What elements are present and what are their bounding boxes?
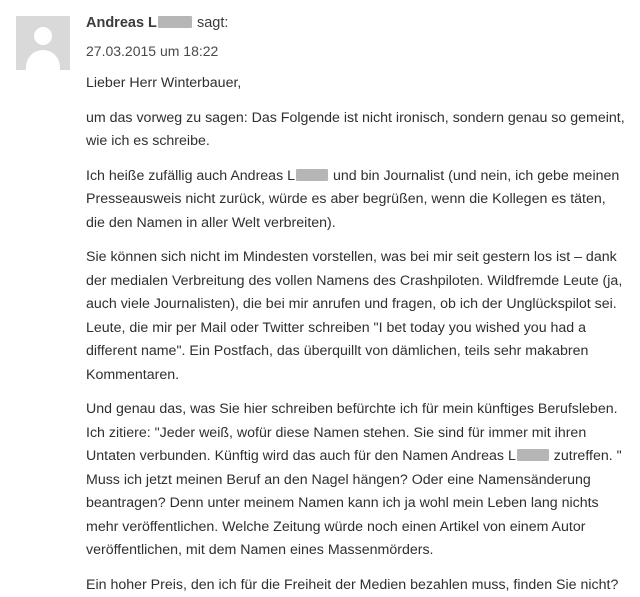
redaction-bar xyxy=(158,16,192,28)
comment-paragraph: um das vorweg zu sagen: Das Folgende ist nicht ironisch, sondern genau so gemeint, wie ich es schreibe. xyxy=(86,107,626,154)
comment-says-label: sagt: xyxy=(197,15,228,31)
comment-paragraph: Ich heiße zufällig auch Andreas L und bin Journalist (und nein, ich gebe meinen Presseausweis nicht zurück, würde es aber begrüßen, wenn die Kollegen es täten, die den Namen in aller Welt verbreiten). xyxy=(86,165,626,236)
avatar xyxy=(16,16,70,70)
comment-author-name: Andreas L xyxy=(86,15,157,31)
redaction-bar xyxy=(517,449,549,461)
comment-timestamp: 27.03.2015 um 18:22 xyxy=(86,42,626,60)
comment-paragraph: Sie können sich nicht im Mindesten vorstellen, was bei mir seit gestern los ist – dank der medialen Verbreitung des vollen Namens des Crashpiloten. Wildfremde Leute (ja, auch viele Journalisten), die bei mir anrufen und fragen, ob ich der Unglückspilot sei. Leute, die mir per Mail oder Twitter schreiben "I bet today you wished you had a different name". Ein Postfach, das überquillt von dämlichen, teils sehr makabren Kommentaren. xyxy=(86,246,626,387)
comment-content xyxy=(86,14,626,597)
comment-paragraph: Ein hoher Preis, den ich für die Freiheit der Medien bezahlen muss, finden Sie nicht? xyxy=(86,574,626,597)
redaction-bar xyxy=(296,169,328,181)
avatar-body-icon xyxy=(26,50,60,70)
comment-paragraph: Und genau das, was Sie hier schreiben befürchte ich für mein künftiges Berufsleben. Ich zitiere: "Jeder weiß, wofür diese Namen stehen. Sie sind für immer mit ihren Untaten verbunden. Künftig wird das auch für den Namen Andreas L zutreffen. " Muss ich jetzt meinen Beruf an den Nagel hängen? Oder eine Namensänderung beantragen? Denn unter meinem Namen kann ich ja wohl mein Leben lang nichts mehr veröffentlichen. Welche Zeitung würde noch einen Artikel von einem Autor veröffentlichen, mit dem Namen eines Massenmörders. xyxy=(86,398,626,563)
comment-byline xyxy=(86,14,626,32)
comment-body xyxy=(86,72,626,597)
comment-paragraph: Lieber Herr Winterbauer, xyxy=(86,72,626,96)
avatar-head-icon xyxy=(34,27,52,45)
